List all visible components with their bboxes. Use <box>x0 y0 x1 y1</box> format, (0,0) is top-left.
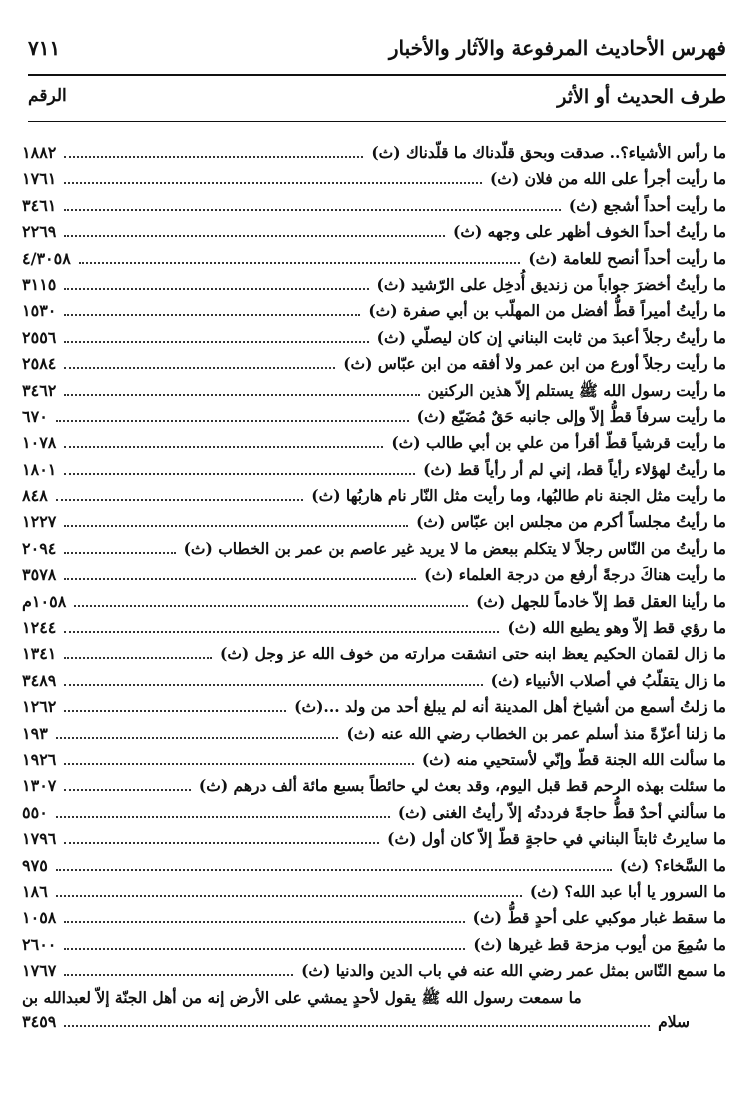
entry-number: ١٠٥٨م <box>22 591 67 611</box>
entry-text: ما سألني أحدٌ قطُّ حاجةً فرددتُه إلاّ رأيتُ الغنى (ث) <box>397 802 726 822</box>
running-title: فهرس الأحاديث المرفوعة والآثار والأخبار <box>388 36 726 60</box>
leader-dots <box>64 446 383 448</box>
leader-dots <box>64 525 408 527</box>
leader-dots <box>74 605 468 607</box>
index-entry <box>22 697 726 723</box>
entry-text: ما رأيتُ أميراً قطُّ أفضل من المهلّب بن أبي صفرة (ث) <box>368 301 726 321</box>
entry-number: ٥٥٠ <box>22 802 48 822</box>
index-entry <box>22 539 726 565</box>
leader-dots <box>64 684 482 686</box>
leader-dots <box>64 948 465 950</box>
entry-number: ٩٧٥ <box>22 855 48 875</box>
index-entry <box>22 565 726 591</box>
entry-number: ١٢٤٤ <box>22 618 57 638</box>
entry-number: ٦٧٠ <box>22 406 48 426</box>
entry-number: ١٧٦٧ <box>22 961 57 981</box>
index-entry <box>22 882 726 908</box>
leader-dots <box>64 921 464 923</box>
entry-text: ما زال لقمان الحكيم يعظ ابنه حتى انشقت مرارته من خوف الله عز وجل (ث) <box>219 644 726 664</box>
index-entry <box>22 407 726 433</box>
entry-text: ما رأيت رجلاً أورع من ابن عمر ولا أفقه من ابن عبّاس (ث) <box>343 354 726 374</box>
entry-text: ما رأيت أجرأ على الله من فلان (ث) <box>489 169 726 189</box>
leader-dots <box>64 789 191 791</box>
leader-dots <box>64 209 561 211</box>
running-header <box>28 30 726 72</box>
entry-text: ما سمع النّاس بمثل عمر رضي الله عنه في باب الدين والدنيا (ث) <box>301 961 726 981</box>
index-entry <box>22 301 726 327</box>
leader-dots <box>64 314 360 316</box>
entry-number: ٣٤٦١ <box>22 195 57 215</box>
entry-number: ١٩٣ <box>22 723 48 743</box>
entry-number: ١٣٠٧ <box>22 776 57 796</box>
leader-dots <box>64 367 335 369</box>
index-entry <box>22 381 726 407</box>
page-number: ٧١١ <box>28 36 61 60</box>
entry-text: ما رأيتُ رجلاً أعبدَ من ثابت البناني إن كان ليصلّي (ث) <box>376 327 726 347</box>
entry-number: ٣٤٨٩ <box>22 670 57 690</box>
leader-dots <box>79 262 521 264</box>
index-entry <box>22 856 726 882</box>
entry-text: ما رأينا العقل قط إلاّ خادماً للجهل (ث) <box>476 591 726 611</box>
index-entry <box>22 961 726 987</box>
index-entries <box>22 143 726 1038</box>
leader-dots <box>64 235 445 237</box>
leader-dots <box>64 631 499 633</box>
entry-text: ما سُمِعَ من أيوب مزحة قط غيرها (ث) <box>473 934 726 954</box>
index-entry <box>22 249 726 275</box>
entry-number: ١٨٦ <box>22 881 48 901</box>
index-entry <box>22 776 726 802</box>
index-entry <box>22 222 726 248</box>
entry-number: ١٨٨٢ <box>22 143 57 162</box>
leader-dots <box>64 763 413 765</box>
entry-number: ١٥٣٠ <box>22 301 57 321</box>
entry-text: ما رأيتُ أخضرَ جواباً من زنديق أُدخِل على الرّشيد (ث) <box>376 274 726 294</box>
entry-number: ٣١١٥ <box>22 274 57 294</box>
leader-dots <box>64 182 482 184</box>
entry-number: ١٩٢٦ <box>22 749 57 769</box>
entry-text: ما سئلت بهذه الرحم قط قبل اليوم، وقد بعث لي حائطاً بسبع مائة ألف درهم (ث) <box>198 776 726 796</box>
entry-text: ما رأيت سرفاً قطُّ إلاّ وإلى جانبه حَقٌ مُضَيّع (ث) <box>416 406 726 426</box>
leader-dots <box>64 842 379 844</box>
entry-number: ١٠٥٨ <box>22 908 57 928</box>
entry-number: ١٧٩٦ <box>22 829 57 849</box>
text-column-heading: طرف الحديث أو الأثر <box>557 86 726 108</box>
entry-text: ما زال يتقلّبُ في أصلاب الأنبياء (ث) <box>490 670 726 690</box>
entry-number: ٣٥٧٨ <box>22 565 57 585</box>
entry-text: ما رأيت رسول الله ﷺ يستلم إلاّ هذين الركنين <box>427 380 726 400</box>
entry-text: ما رأيتُ لهؤلاء رأياً قط، إني لم أر رأياً قط (ث) <box>423 459 726 479</box>
entry-text: ما السَّخاء؟ (ث) <box>619 855 726 875</box>
index-entry <box>22 512 726 538</box>
entry-text: ما سألت الله الجنة قطّ وإنّي لأستحيي منه (ث) <box>421 749 726 769</box>
leader-dots <box>64 1025 650 1027</box>
index-entry <box>22 143 726 169</box>
entry-number: ١٢٢٧ <box>22 512 57 532</box>
leader-dots <box>64 710 286 712</box>
index-entry <box>22 328 726 354</box>
index-entry <box>22 275 726 301</box>
header-rule <box>28 74 726 76</box>
index-entry <box>22 644 726 670</box>
entry-text: ما رؤي قط إلاّ وهو يطيع الله (ث) <box>507 618 726 638</box>
entry-number: ٢٥٥٦ <box>22 327 57 347</box>
entry-text: ما السرور يا أبا عبد الله؟ (ث) <box>529 881 726 901</box>
entry-number: ٨٤٨ <box>22 486 48 506</box>
entry-number: ٢٦٠٠ <box>22 934 57 954</box>
number-column-heading: الرقم <box>28 86 67 106</box>
index-entry <box>22 354 726 380</box>
entry-number: ٢٠٩٤ <box>22 538 57 558</box>
entry-text: ما رأيتُ من النّاس رجلاً لا يتكلم ببعض ما لا يريد غير عاصم بن عمر بن الخطاب (ث) <box>183 538 726 558</box>
leader-dots <box>64 578 416 580</box>
entry-text: ما رأس الأشياء؟.. صدقت وبحق قلّدناك ما قلّدناك (ث) <box>371 143 726 162</box>
entry-text: ما زلتُ أسمع من أشياخ أهل المدينة أنه لم يبلغ أحد من ولد ...(ث) <box>294 697 726 717</box>
entry-text: ما رأيتُ أحداً الخوف أظهر على وجهه (ث) <box>453 222 726 242</box>
index-entry <box>22 460 726 486</box>
index-entry <box>22 433 726 459</box>
leader-dots <box>64 341 368 343</box>
entry-number: ١٣٤١ <box>22 644 57 664</box>
index-entry-last <box>22 988 726 1038</box>
entry-text-line2: سلام <box>658 1011 690 1031</box>
entry-text: ما سايرتُ ثابتاً البناني في حاجةٍ قطّ إلاّ كان أول (ث) <box>387 829 726 849</box>
index-entry <box>22 618 726 644</box>
entry-text: ما سقط غبار موكبي على أحدٍ قطُّ (ث) <box>472 908 726 928</box>
entry-text: ما رأيت هناكَ درجةً أرفع من درجة العلماء (ث) <box>424 565 726 585</box>
entry-text: ما زلنا أعزّةً منذ أسلم عمر بن الخطاب رضي الله عنه (ث) <box>346 723 726 743</box>
leader-dots <box>56 895 522 897</box>
entry-number: ٣٤٦٢ <box>22 380 57 400</box>
index-entry <box>22 724 726 750</box>
entry-number: ١٠٧٨ <box>22 433 57 453</box>
leader-dots <box>56 869 612 871</box>
leader-dots <box>56 816 390 818</box>
leader-dots <box>64 657 212 659</box>
index-entry <box>22 169 726 195</box>
leader-dots <box>64 394 419 396</box>
index-entry <box>22 196 726 222</box>
index-entry <box>22 829 726 855</box>
column-headings <box>28 86 726 116</box>
index-entry <box>22 592 726 618</box>
entry-text: ما رأيت مثل الجنة نام طالبُها، وما رأيت مثل النّار نام هاربُها (ث) <box>311 486 726 506</box>
leader-dots <box>64 156 363 158</box>
leader-dots <box>64 552 175 554</box>
entry-number: ١٨٠١ <box>22 459 57 479</box>
entry-number: ٤/٣٠٥٨ <box>22 248 71 268</box>
index-entry <box>22 750 726 776</box>
entry-text-line1: ما سمعت رسول الله ﷺ يقول لأحدٍ يمشي على الأرض إنه من أهل الجنّة إلاّ لعبدالله بن <box>22 987 582 1007</box>
index-entry <box>22 935 726 961</box>
entry-number: ١٧٦١ <box>22 169 57 189</box>
entry-number: ٣٤٥٩ <box>22 1011 57 1031</box>
entry-number: ٢٢٦٩ <box>22 222 57 242</box>
index-entry <box>22 671 726 697</box>
index-entry <box>22 486 726 512</box>
leader-dots <box>56 737 339 739</box>
leader-dots <box>64 288 368 290</box>
entry-number: ١٢٦٢ <box>22 697 57 717</box>
leader-dots <box>64 974 293 976</box>
leader-dots <box>56 499 303 501</box>
entry-text: ما رأيت أحداً أنصح للعامة (ث) <box>528 248 726 268</box>
entry-number: ٢٥٨٤ <box>22 354 57 374</box>
entry-text: ما رأيت قرشياً قطّ أقرأ من علي بن أبي طالب (ث) <box>391 433 726 453</box>
leader-dots <box>64 473 415 475</box>
index-entry <box>22 803 726 829</box>
entry-text: ما رأيتُ مجلساً أكرم من مجلس ابن عبّاس (ث) <box>416 512 726 532</box>
entry-text: ما رأيت أحداً أشجع (ث) <box>568 195 726 215</box>
index-entry <box>22 908 726 934</box>
leader-dots <box>56 420 409 422</box>
column-rule <box>28 121 726 122</box>
